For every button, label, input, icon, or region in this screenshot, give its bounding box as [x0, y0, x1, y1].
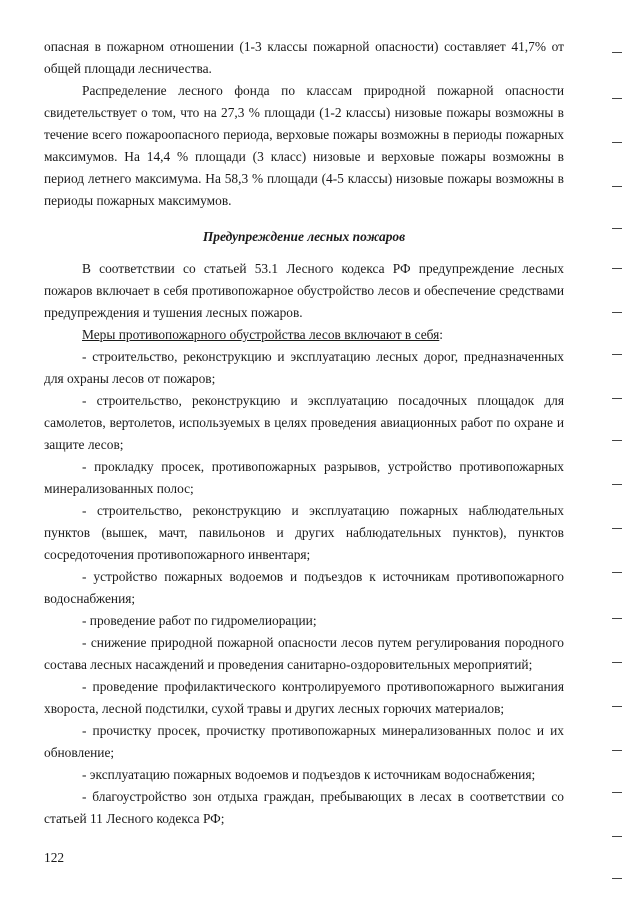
paragraph: Распределение лесного фонда по классам природной пожарной опасности свидетельствует о том, что на 27,3 % площади (1-2 классы) низовые пожары возможны в течение всего пожароопасного периода, верховые пожары возможны в периоды пожарных максимумов. На 14,4 % площади (3 класс) низовые и верховые пожары возможны в период летнего максимума. На 58,3 % площади (4-5 классы) низовые пожары возможны в периоды пожарных максимумов.: [44, 83, 564, 208]
scan-mark: [612, 618, 622, 619]
paragraph-intro: В соответствии со статьей 53.1 Лесного кодекса РФ предупреждение лесных пожаров включает в себя противопожарное обустройство лесов и обеспечение средствами предупреждения и тушения лесных пожаров.: [44, 261, 564, 320]
document-page: [44, 36, 564, 830]
scan-mark: [612, 228, 622, 229]
scan-mark: [612, 98, 622, 99]
scan-mark: [612, 440, 622, 441]
list-item: - проведение работ по гидромелиорации;: [82, 613, 317, 628]
list-item: - строительство, реконструкцию и эксплуатацию посадочных площадок для самолетов, вертолетов, используемых в целях проведения авиационных работ по охране и защите лесов;: [44, 393, 564, 452]
list-item: - снижение природной пожарной опасности лесов путем регулирования породного состава лесных насаждений и проведения санитарно-оздоровительных мероприятий;: [44, 635, 564, 672]
scan-mark: [612, 354, 622, 355]
list-item: - прокладку просек, противопожарных разрывов, устройство противопожарных минерализованных полос;: [44, 459, 564, 496]
scan-mark: [612, 750, 622, 751]
list-item: - устройство пожарных водоемов и подъездов к источникам противопожарного водоснабжения;: [44, 569, 564, 606]
list-item: - эксплуатацию пожарных водоемов и подъездов к источникам водоснабжения;: [82, 767, 536, 782]
section-heading: Предупреждение лесных пожаров: [202, 229, 406, 244]
scan-mark: [612, 662, 622, 663]
list-item: - прочистку просек, прочистку противопожарных минерализованных полос и их обновление;: [44, 723, 564, 760]
measures-title-colon: :: [439, 327, 444, 342]
list-item: - проведение профилактического контролируемого противопожарного выжигания хвороста, лесной подстилки, сухой травы и других лесных горючих материалов;: [44, 679, 564, 716]
scan-mark: [612, 312, 622, 313]
list-item: - строительство, реконструкцию и эксплуатацию пожарных наблюдательных пунктов (вышек, мачт, павильонов и других наблюдательных пунктов), пунктов сосредоточения противопожарного инвентаря;: [44, 503, 564, 562]
scan-mark: [612, 792, 622, 793]
scan-mark: [612, 572, 622, 573]
list-item: - благоустройство зон отдыха граждан, пребывающих в лесах в соответствии со статьей 11 Лесного кодекса РФ;: [44, 789, 564, 826]
scan-mark: [612, 836, 622, 837]
measures-title: [44, 324, 564, 346]
measures-title-text: Меры противопожарного обустройства лесов включают в себя: [82, 327, 440, 342]
margin-scan-marks: [612, 0, 632, 905]
scan-mark: [612, 706, 622, 707]
scan-mark: [612, 484, 622, 485]
scan-mark: [612, 142, 622, 143]
scan-mark: [612, 186, 622, 187]
scan-mark: [612, 268, 622, 269]
page-number: 122: [44, 850, 65, 865]
scan-mark: [612, 528, 622, 529]
scan-mark: [612, 398, 622, 399]
list-item: - строительство, реконструкцию и эксплуатацию лесных дорог, предназначенных для охраны лесов от пожаров;: [44, 349, 564, 386]
scan-mark: [612, 52, 622, 53]
paragraph: опасная в пожарном отношении (1-3 классы пожарной опасности) составляет 41,7% от общей площади лесничества.: [44, 39, 564, 76]
scan-mark: [612, 878, 622, 879]
